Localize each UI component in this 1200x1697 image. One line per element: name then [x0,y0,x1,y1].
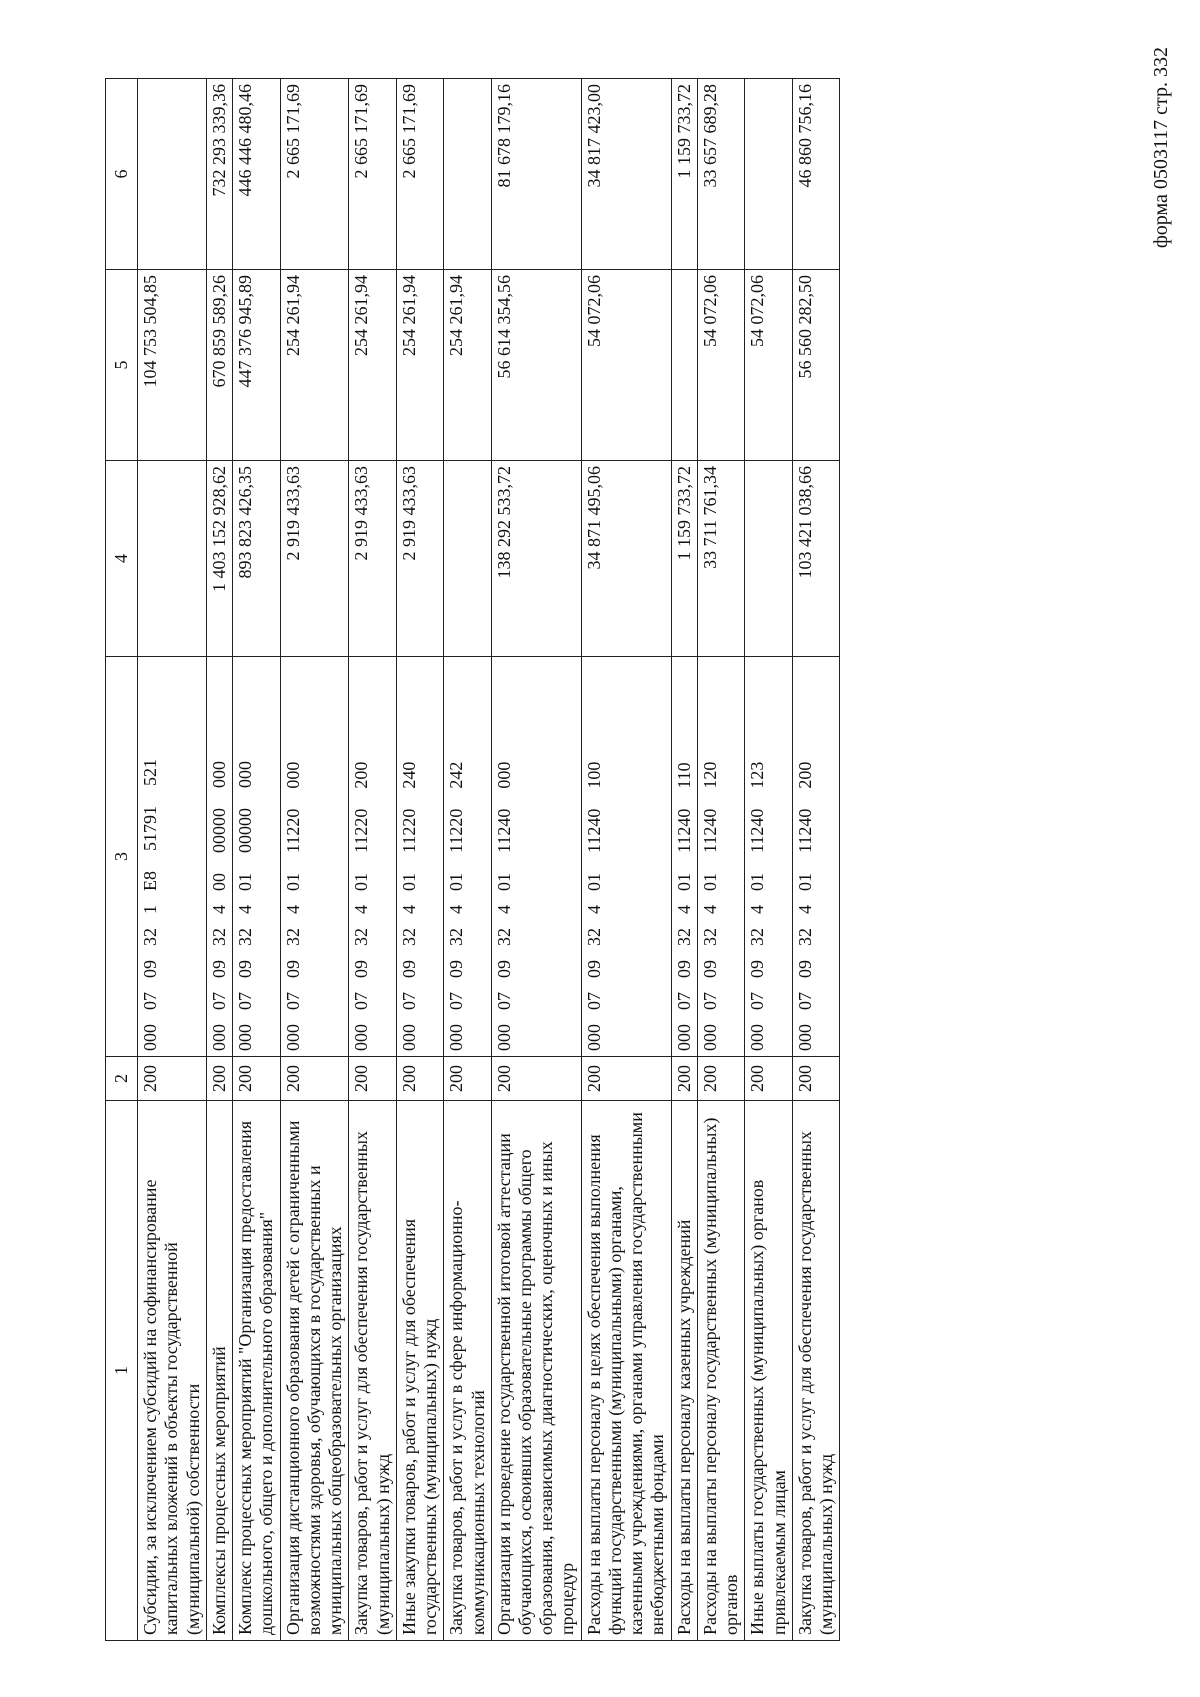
code-segment: 4 [282,905,303,914]
code-segment: 09 [583,960,604,978]
code-segment: 01 [699,873,720,891]
code-segment: 07 [699,992,720,1010]
code-segment: 000 [140,1024,161,1051]
row-name: Субсидии, за исключением субсидий на софинансирование капитальных вложений в объекты государственной (муниципальной) собственности [138,1101,207,1641]
code-segment: 07 [351,992,372,1010]
row-name: Иные закупки товаров, работ и услуг для обеспечения государственных (муниципальных) нужд [396,1101,443,1641]
code-segment: 4 [446,905,467,914]
code-segment: 09 [208,960,229,978]
row-budget-code [444,657,491,1057]
code-segment: 4 [493,905,514,914]
row-budget-code [280,657,349,1057]
code-segment: 32 [446,928,467,946]
row-line-code: 200 [396,1057,443,1101]
row-line-code: 200 [671,1057,697,1101]
code-segment: 32 [493,928,514,946]
row-line-code: 200 [745,1057,792,1101]
code-segment: 01 [583,873,604,891]
row-executed-value: 254 261,94 [349,270,396,461]
table-row [280,79,349,1641]
code-segment: 32 [673,928,694,946]
code-segment: 000 [493,761,514,789]
code-segment: 11240 [794,808,815,853]
code-segment: 09 [282,960,303,978]
code-segment: 01 [794,873,815,891]
code-segment: 000 [446,1024,467,1051]
row-line-code: 200 [206,1057,232,1101]
code-segment: 000 [583,1024,604,1051]
row-name: Закупка товаров, работ и услуг для обеспечения государственных (муниципальных) нужд [349,1101,396,1641]
code-segment: 32 [140,928,161,946]
code-segment: 09 [493,960,514,978]
code-segment: 000 [235,1024,256,1051]
column-header: 1 [106,1101,138,1641]
code-segment: 11220 [446,808,467,853]
code-segment: 07 [282,992,303,1010]
code-segment: 01 [282,873,303,891]
row-executed-value: 254 261,94 [280,270,349,461]
row-budget-code [396,657,443,1057]
row-name: Расходы на выплаты персоналу казенных учреждений [671,1101,697,1641]
row-budget-code [671,657,697,1057]
row-unexecuted-value: 34 817 423,00 [581,79,671,270]
code-segment: 4 [583,905,604,914]
row-unexecuted-value: 1 159 733,72 [671,79,697,270]
row-name: Закупка товаров, работ и услуг в сфере информационно-коммуникационных технологий [444,1101,491,1641]
code-segment: 521 [140,759,161,786]
code-segment: 32 [235,928,256,946]
row-line-code: 200 [697,1057,744,1101]
budget-report-table [105,78,840,1641]
code-segment: 07 [398,992,419,1010]
row-unexecuted-value [138,79,207,270]
code-segment: 100 [583,761,604,789]
form-label: форма 0503117 стр. 332 [1150,47,1172,249]
row-executed-value: 254 261,94 [444,270,491,461]
row-name: Иные выплаты государственных (муниципальных) органов привлекаемым лицам [745,1101,792,1641]
code-segment: 01 [235,873,256,891]
code-segment: 07 [747,992,768,1010]
code-segment: 000 [282,1024,303,1051]
row-line-code: 200 [491,1057,581,1101]
row-executed-value [671,270,697,461]
code-segment: 32 [747,928,768,946]
row-name: Расходы на выплаты персоналу государственных (муниципальных) органов [697,1101,744,1641]
column-header: 4 [106,461,138,657]
row-executed-value: 670 859 589,26 [206,270,232,461]
row-executed-value: 54 072,06 [581,270,671,461]
row-unexecuted-value: 732 293 339,36 [206,79,232,270]
table-row [396,79,443,1641]
code-segment: 4 [699,905,720,914]
code-segment: 000 [235,761,256,788]
table-row [349,79,396,1641]
code-segment: 01 [673,873,694,891]
row-unexecuted-value: 2 665 171,69 [280,79,349,270]
row-unexecuted-value: 446 446 480,46 [233,79,280,270]
row-executed-value: 447 376 945,89 [233,270,280,461]
row-approved-value [138,461,207,657]
code-segment: 200 [351,761,372,789]
code-segment: 51791 [140,806,161,851]
row-line-code: 200 [233,1057,280,1101]
row-budget-code [233,657,280,1057]
code-segment: 000 [351,1024,372,1051]
header-row [106,79,138,1641]
code-segment: 09 [699,960,720,978]
code-segment: 11240 [583,808,604,853]
code-segment: 000 [493,1024,514,1051]
row-budget-code [581,657,671,1057]
code-segment: 09 [446,960,467,978]
code-segment: 11240 [493,808,514,853]
row-approved-value: 2 919 433,63 [396,461,443,657]
row-approved-value: 1 159 733,72 [671,461,697,657]
code-segment: 11220 [351,808,372,853]
column-header: 5 [106,270,138,461]
row-name: Расходы на выплаты персоналу в целях обеспечения выполнения функций государственными (муниципальными) органами, казенными учреждениями, органами управления государственными внебюджетными фондами [581,1101,671,1641]
code-segment: 000 [208,1024,229,1051]
row-budget-code [349,657,396,1057]
code-segment: 4 [235,905,256,914]
table-row [206,79,232,1641]
code-segment: 11240 [747,808,768,853]
row-approved-value: 103 421 038,66 [792,461,839,657]
table-row [671,79,697,1641]
row-line-code: 200 [349,1057,396,1101]
code-segment: 09 [794,960,815,978]
code-segment: 07 [583,992,604,1010]
code-segment: 4 [673,905,694,914]
row-budget-code [206,657,232,1057]
code-segment: 4 [351,905,372,914]
code-segment: 00000 [208,808,229,853]
row-executed-value: 54 072,06 [745,270,792,461]
code-segment: 242 [446,761,467,789]
row-unexecuted-value: 81 678 179,16 [491,79,581,270]
code-segment: 4 [208,905,229,914]
code-segment: 4 [794,905,815,914]
code-segment: 07 [140,992,161,1010]
code-segment: 07 [235,992,256,1010]
table-row [792,79,839,1641]
code-segment: 000 [208,761,229,788]
row-approved-value: 1 403 152 928,62 [206,461,232,657]
code-segment: 000 [794,1024,815,1051]
code-segment: 120 [699,761,720,789]
row-line-code: 200 [581,1057,671,1101]
row-unexecuted-value: 33 657 689,28 [697,79,744,270]
row-approved-value: 33 711 761,34 [697,461,744,657]
row-approved-value: 34 871 495,06 [581,461,671,657]
row-executed-value: 56 560 282,50 [792,270,839,461]
code-segment: 11240 [673,808,694,853]
row-executed-value: 254 261,94 [396,270,443,461]
code-segment: 01 [446,873,467,891]
code-segment: 09 [235,960,256,978]
code-segment: 000 [699,1024,720,1051]
row-budget-code [697,657,744,1057]
code-segment: 4 [398,905,419,914]
row-name: Комплекс процессных мероприятий "Организация предоставления дошкольного, общего и дополнительного образования" [233,1101,280,1641]
code-segment: 11240 [699,808,720,853]
code-segment: 09 [747,960,768,978]
code-segment: 07 [208,992,229,1010]
code-segment: 123 [747,761,768,789]
code-segment: 4 [747,905,768,914]
code-segment: 09 [398,960,419,978]
code-segment: 00 [208,873,229,891]
code-segment: Е8 [140,871,161,891]
code-segment: 09 [140,960,161,978]
row-unexecuted-value [745,79,792,270]
code-segment: 01 [351,873,372,891]
row-name: Организация и проведение государственной итоговой аттестации обучающихся, освоивших образовательные программы общего образования, независимых диагностических, оценочных и иных процедур [491,1101,581,1641]
row-executed-value: 56 614 354,56 [491,270,581,461]
column-header: 2 [106,1057,138,1101]
code-segment: 1 [140,905,161,914]
code-segment: 01 [398,873,419,891]
code-segment: 32 [398,928,419,946]
code-segment: 11220 [282,808,303,853]
code-segment: 07 [446,992,467,1010]
row-approved-value: 893 823 426,35 [233,461,280,657]
row-budget-code [792,657,839,1057]
row-approved-value: 2 919 433,63 [349,461,396,657]
table-body [138,79,840,1641]
table-row [697,79,744,1641]
code-segment: 01 [493,873,514,891]
row-executed-value: 54 072,06 [697,270,744,461]
code-segment: 09 [673,960,694,978]
code-segment: 32 [282,928,303,946]
row-unexecuted-value: 2 665 171,69 [396,79,443,270]
column-header: 6 [106,79,138,270]
code-segment: 32 [794,928,815,946]
table-row [491,79,581,1641]
code-segment: 32 [699,928,720,946]
row-line-code: 200 [138,1057,207,1101]
row-unexecuted-value [444,79,491,270]
code-segment: 000 [282,761,303,789]
table-row [745,79,792,1641]
table-row [581,79,671,1641]
code-segment: 07 [794,992,815,1010]
row-line-code: 200 [792,1057,839,1101]
row-approved-value: 2 919 433,63 [280,461,349,657]
row-unexecuted-value: 2 665 171,69 [349,79,396,270]
row-approved-value: 138 292 533,72 [491,461,581,657]
row-budget-code [745,657,792,1057]
code-segment: 00000 [235,808,256,853]
table-row [444,79,491,1641]
code-segment: 32 [583,928,604,946]
code-segment: 01 [747,873,768,891]
code-segment: 000 [747,1024,768,1051]
row-unexecuted-value: 46 860 756,16 [792,79,839,270]
code-segment: 11220 [398,808,419,853]
code-segment: 32 [208,928,229,946]
row-name: Организация дистанционного образования детей с ограниченными возможностями здоровья, обучающихся в государственных и муниципальных общеобразовательных организациях [280,1101,349,1641]
row-approved-value [745,461,792,657]
code-segment: 240 [398,761,419,789]
column-header: 3 [106,657,138,1057]
row-budget-code [138,657,207,1057]
code-segment: 09 [351,960,372,978]
code-segment: 07 [673,992,694,1010]
row-budget-code [491,657,581,1057]
table-row [138,79,207,1641]
code-segment: 000 [673,1024,694,1051]
code-segment: 07 [493,992,514,1010]
row-name: Закупка товаров, работ и услуг для обеспечения государственных (муниципальных) нужд [792,1101,839,1641]
row-executed-value: 104 753 504,85 [138,270,207,461]
code-segment: 000 [398,1024,419,1051]
code-segment: 110 [673,762,694,789]
row-line-code: 200 [444,1057,491,1101]
table-row [233,79,280,1641]
code-segment: 200 [794,761,815,789]
row-line-code: 200 [280,1057,349,1101]
row-name: Комплексы процессных мероприятий [206,1101,232,1641]
code-segment: 32 [351,928,372,946]
row-approved-value [444,461,491,657]
